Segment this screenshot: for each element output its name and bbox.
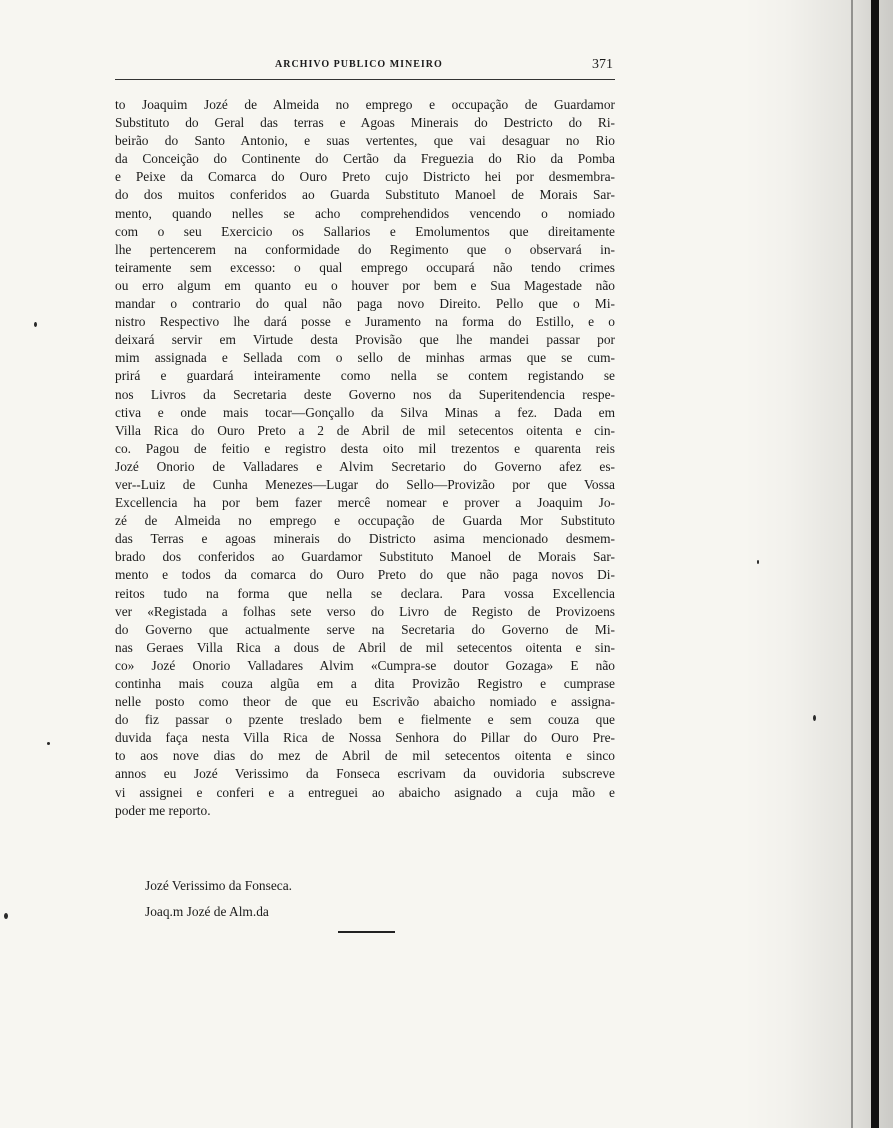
text-line: nas Geraes Villa Rica a dous de Abril de mil setecentos oitenta e sin- bbox=[115, 639, 615, 655]
text-line: lhe pertencerem na conformidade do Regimento que o observará in- bbox=[115, 241, 615, 257]
text-line: brado dos conferidos ao Guardamor Substituto Manoel de Morais Sar- bbox=[115, 549, 615, 565]
running-header bbox=[115, 57, 615, 77]
text-line: ctiva e onde mais tocar—Gonçallo da Silva Minas a fez. Dada em bbox=[115, 404, 615, 420]
text-line: poder me reporto. bbox=[115, 802, 211, 818]
body-text bbox=[115, 96, 615, 820]
text-line: mim assignada e Sellada com o sello de minhas armas que se cum- bbox=[115, 350, 615, 366]
text-line: teiramente sem excesso: o qual emprego occupará não tendo crimes bbox=[115, 259, 615, 275]
text-line: da Conceição do Continente do Certão da Freguezia do Rio da Pomba bbox=[115, 151, 615, 167]
text-line: do Governo que actualmente serve na Secretaria do Governo de Mi- bbox=[115, 621, 615, 637]
gutter-edge-line bbox=[851, 0, 853, 1128]
text-line: beirão do Santo Antonio, e suas vertentes, que vai desaguar no Rio bbox=[115, 133, 615, 149]
text-line: nelle posto como theor de que eu Escrivão abaicho nomiado e assigna- bbox=[115, 694, 615, 710]
text-line: mento e todos da comarca do Ouro Preto do que não paga novos Di- bbox=[115, 567, 615, 583]
text-line: co» Jozé Onorio Valladares Alvim «Cumpra-se doutor Gozaga» E não bbox=[115, 657, 615, 673]
text-line: annos eu Jozé Verissimo da Fonseca escrivam da ouvidoria subscreve bbox=[115, 766, 615, 782]
text-line: prirá e guardará inteiramente como nella se contem registando se bbox=[115, 368, 615, 384]
binding-edge bbox=[871, 0, 879, 1128]
print-speck bbox=[47, 742, 50, 745]
text-line: reitos tudo na forma que nella se declara. Para vossa Excellencia bbox=[115, 585, 615, 601]
text-line: zé de Almeida no emprego e occupação de Guarda Mor Substituto bbox=[115, 513, 615, 529]
text-line: nistro Respectivo lhe dará posse e Juramento na forma do Estillo, e o bbox=[115, 314, 615, 330]
page-number: 371 bbox=[592, 57, 613, 72]
signature-line: Joaq.m Jozé de Alm.da bbox=[145, 904, 269, 919]
header-title: ARCHIVO PUBLICO MINEIRO bbox=[275, 59, 443, 70]
text-line: mento, quando nelles se acho comprehendidos vencendo o nomiado bbox=[115, 205, 615, 221]
text-line: ver «Registada a folhas sete verso do Livro de Registo de Provizoens bbox=[115, 603, 615, 619]
text-line: mandar o contrario do qual não paga novo Direito. Pello que o Mi- bbox=[115, 296, 615, 312]
header-rule bbox=[115, 79, 615, 80]
text-line: do dos muitos conferidos ao Guarda Substituto Manoel de Morais Sar- bbox=[115, 187, 615, 203]
signature-line: Jozé Verissimo da Fonseca. bbox=[145, 878, 293, 893]
text-line: deixará servir em Virtude desta Provisão que lhe mandei passar por bbox=[115, 332, 615, 348]
text-line: Villa Rica do Ouro Preto a 2 de Abril de mil setecentos oitenta e cin- bbox=[115, 422, 615, 438]
text-line: to Joaquim Jozé de Almeida no emprego e occupação de Guardamor bbox=[115, 97, 615, 112]
text-line: vi assignei e conferi e a entreguei ao abaicho asignado a cuja mão e bbox=[115, 784, 615, 800]
text-line: Substituto do Geral das terras e Agoas Minerais do Destricto do Ri- bbox=[115, 115, 615, 131]
text-line: ou erro algum em quanto eu o houver por bem e Sua Magestade não bbox=[115, 277, 615, 293]
signature-block bbox=[145, 873, 292, 925]
text-line: ver--Luiz de Cunha Menezes—Lugar do Sello—Provizão por que Vossa bbox=[115, 476, 615, 492]
text-line: to aos nove dias do mez de Abril de mil setecentos oitenta e sinco bbox=[115, 748, 615, 764]
print-speck bbox=[34, 322, 37, 327]
print-speck bbox=[757, 560, 759, 564]
end-rule bbox=[338, 931, 395, 933]
text-line: Excellencia ha por bem fazer mercê nomear e prover a Joaquim Jo- bbox=[115, 495, 615, 511]
text-line: co. Pagou de feitio e registro desta oito mil trezentos e quarenta reis bbox=[115, 440, 615, 456]
print-speck bbox=[813, 715, 816, 721]
print-speck bbox=[4, 913, 8, 919]
text-line: do fiz passar o pzente treslado bem e fielmente e sem couza que bbox=[115, 712, 615, 728]
text-line: das Terras e agoas minerais do Districto asima mencionado desmem- bbox=[115, 531, 615, 547]
text-line: com o seu Exercicio os Sallarios e Emolumentos que direitamente bbox=[115, 223, 615, 239]
text-line: nos Livros da Secretaria deste Governo nos da Superitendencia respe- bbox=[115, 386, 615, 402]
text-line: e Peixe da Comarca do Ouro Preto cujo Districto hei por desmembra- bbox=[115, 169, 615, 185]
text-line: duvida faça nesta Villa Rica de Nossa Senhora do Pillar do Ouro Pre- bbox=[115, 730, 615, 746]
text-line: Jozé Onorio de Valladares e Alvim Secretario do Governo afez es- bbox=[115, 458, 615, 474]
text-line: continha mais couza algũa em a dita Provizão Registro e cumprase bbox=[115, 676, 615, 691]
